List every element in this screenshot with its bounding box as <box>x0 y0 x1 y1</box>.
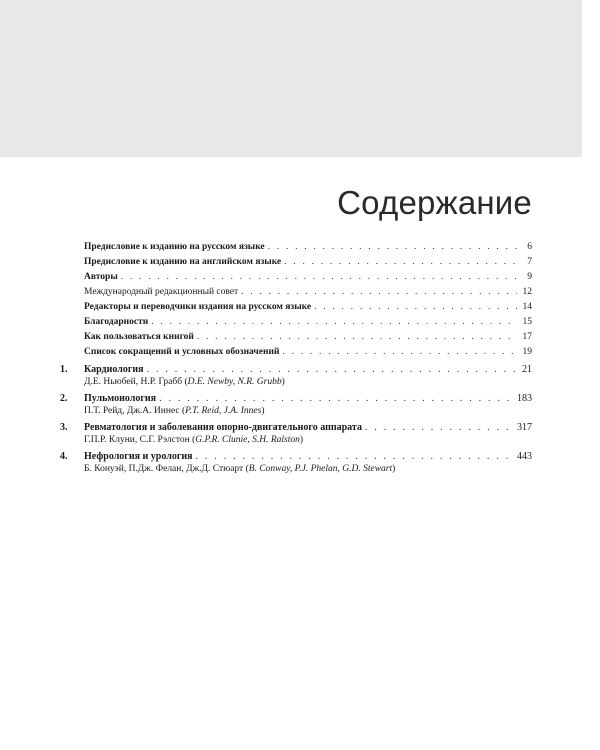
chapter-title: Кардиология <box>84 364 144 375</box>
toc-entry-title: Предисловие к изданию на английском языке <box>84 257 282 267</box>
chapter-number: 4. <box>60 451 68 462</box>
toc-entry-page: 15 <box>522 317 532 327</box>
dot-leader <box>314 300 517 314</box>
toc-entry-title: Как пользоваться книгой <box>84 332 194 342</box>
toc-entry[interactable] <box>84 315 532 329</box>
dot-leader <box>197 330 517 344</box>
chapter-page: 317 <box>517 422 532 433</box>
dot-leader <box>241 285 517 299</box>
dot-leader <box>151 315 517 329</box>
toc-entry[interactable] <box>84 300 532 314</box>
dot-leader <box>282 345 517 359</box>
toc-entry[interactable] <box>84 240 532 254</box>
dot-leader <box>121 270 517 284</box>
toc-entry-title: Предисловие к изданию на русском языке <box>84 242 265 252</box>
toc-entry[interactable] <box>84 285 532 299</box>
dot-leader <box>284 255 517 269</box>
chapter-authors: Б. Конуэй, П.Дж. Фелан, Дж.Д. Стюарт (B. Conway, P.J. Phelan, G.D. Stewart) <box>84 464 396 474</box>
toc-entry[interactable] <box>84 255 532 269</box>
chapter-number: 2. <box>60 393 68 404</box>
toc-entry[interactable] <box>84 270 532 284</box>
chapter-authors: П.Т. Рейд, Дж.А. Иннес (P.T. Reid, J.A. Innes) <box>84 406 265 416</box>
dot-leader <box>268 240 517 254</box>
toc-entry-title: Редакторы и переводчики издания на русском языке <box>84 302 312 312</box>
toc-entry[interactable] <box>84 330 532 344</box>
chapter-title: Ревматология и заболевания опорно-двигательного аппарата <box>84 422 362 433</box>
chapter-number: 3. <box>60 422 68 433</box>
toc-entry-title: Авторы <box>84 272 118 282</box>
dot-leader <box>365 421 514 435</box>
toc-entry-title: Международный редакционный совет <box>84 287 239 297</box>
chapter-page: 443 <box>517 451 532 462</box>
toc-entry-title: Благодарности <box>84 317 149 327</box>
toc-entry-page: 17 <box>522 332 532 342</box>
chapter-title: Пульмонология <box>84 393 157 404</box>
toc-entry-page: 14 <box>522 302 532 312</box>
toc-entry-title: Список сокращений и условных обозначений <box>84 347 280 357</box>
chapter-page: 183 <box>517 393 532 404</box>
chapter-authors: Д.Е. Ньюбей, Н.Р. Грабб (D.E. Newby, N.R. Grubb) <box>84 377 285 387</box>
toc-entry-page: 9 <box>527 272 532 282</box>
chapter-authors: Г.П.Р. Клуни, С.Г. Рэлстон (G.P.R. Clunie, S.H. Ralston) <box>84 435 304 445</box>
header-band <box>0 0 582 157</box>
toc-entry-page: 6 <box>527 242 532 252</box>
chapter-title: Нефрология и урология <box>84 451 193 462</box>
toc-entry-page: 19 <box>522 347 532 357</box>
chapter-page: 21 <box>522 364 532 375</box>
chapter-number: 1. <box>60 364 68 375</box>
toc-entry-page: 7 <box>527 257 532 267</box>
toc-entry[interactable] <box>84 345 532 359</box>
toc-entry-page: 12 <box>522 287 532 297</box>
page-title: Содержание <box>337 184 532 221</box>
